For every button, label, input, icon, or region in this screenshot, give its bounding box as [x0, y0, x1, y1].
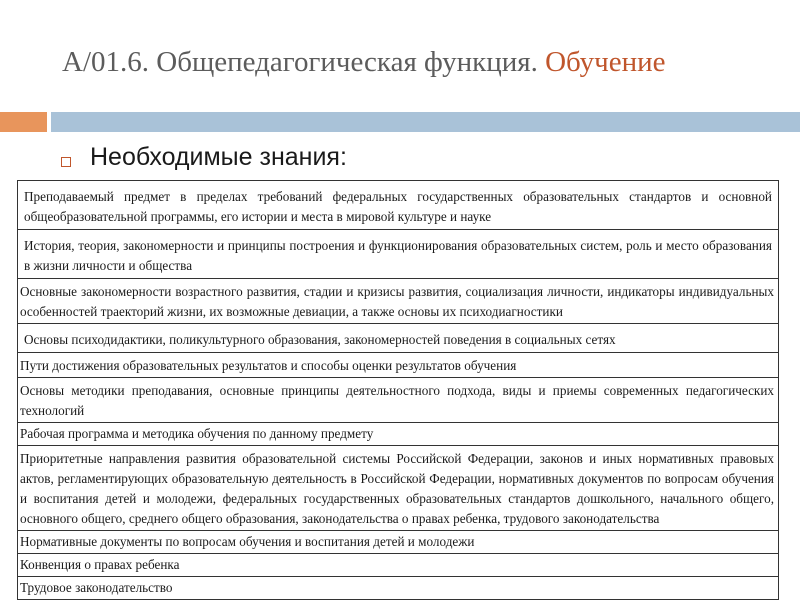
table-row [18, 378, 778, 423]
decor-bar-orange [0, 112, 47, 132]
table-row [18, 230, 778, 279]
row-text: История, теория, закономерности и принципы построения и функционирования образовательных систем, роль и место образования в жизни личности и общества [24, 238, 772, 273]
title-accent: Обучение [545, 46, 666, 78]
table-row [18, 279, 778, 324]
row-text: Пути достижения образовательных результатов и способы оценки результатов обучения [20, 358, 517, 373]
table-row [18, 181, 778, 230]
table-row [18, 423, 778, 446]
row-text: Нормативные документы по вопросам обучения и воспитания детей и молодежи [20, 534, 475, 549]
table-row [18, 577, 778, 600]
table-row [18, 554, 778, 577]
slide-title [62, 46, 666, 79]
square-bullet-icon [61, 157, 71, 167]
knowledge-table [17, 180, 779, 600]
subtitle: Необходимые знания: [90, 143, 347, 171]
table-row [18, 531, 778, 554]
row-text: Трудовое законодательство [20, 580, 173, 595]
decor-bar-blue [51, 112, 800, 132]
title-prefix: А/01.6. Общепедагогическая функция. [62, 46, 546, 78]
row-text: Основы психодидактики, поликультурного образования, закономерностей поведения в социальных сетях [24, 332, 616, 347]
row-text: Рабочая программа и методика обучения по данному предмету [20, 426, 374, 441]
row-text: Преподаваемый предмет в пределах требований федеральных государственных образовательных стандартов и основной общеобразовательной программы, его истории и места в мировой культуре и науке [24, 189, 772, 224]
table-row [18, 446, 778, 531]
table-row [18, 353, 778, 378]
table-row [18, 324, 778, 353]
row-text: Основы методики преподавания, основные принципы деятельностного подхода, виды и приемы современных педагогических технологий [20, 383, 774, 418]
row-text: Основные закономерности возрастного развития, стадии и кризисы развития, социализация личности, индикаторы индивидуальных особенностей траекторий жизни, их возможные девиации, а также основы их психодиагностики [20, 284, 774, 319]
row-text: Конвенция о правах ребенка [20, 557, 180, 572]
row-text: Приоритетные направления развития образовательной системы Российской Федерации, законов и иных нормативных правовых актов, регламентирующих образовательную деятельность в Российской Федерации, нормативных документов по вопросам обучения и воспитания детей и молодежи, федеральных государственных образовательных стандартов дошкольного, начального общего, основного общего, среднего общего образования, законодательства о правах ребенка, трудового законодательства [20, 451, 774, 526]
